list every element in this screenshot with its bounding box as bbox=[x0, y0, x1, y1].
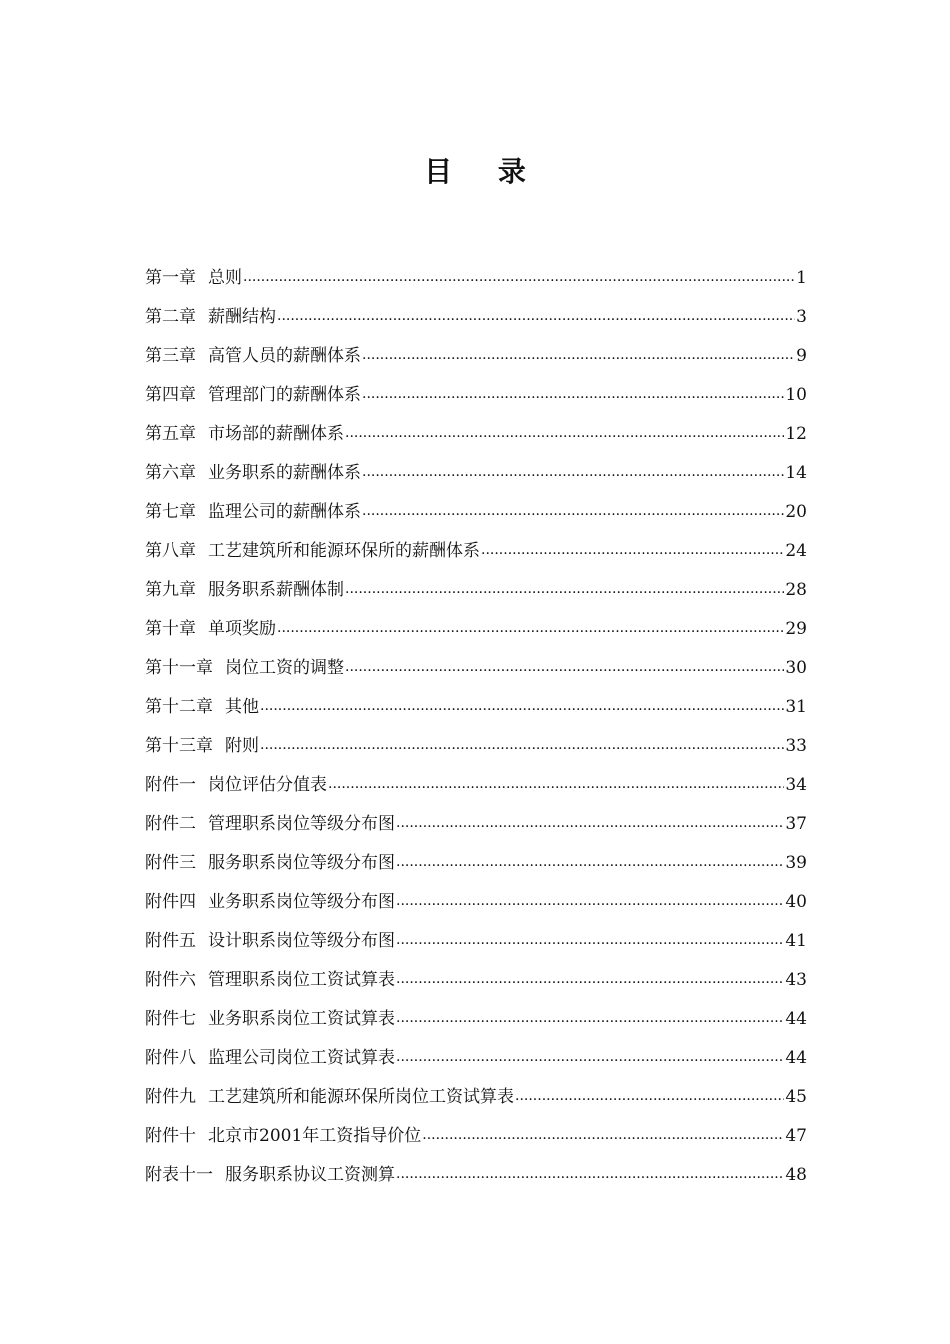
toc-chapter-title: 业务职系岗位等级分布图 bbox=[208, 892, 395, 912]
toc-page-number: 9 bbox=[796, 346, 807, 366]
toc-entry-label bbox=[145, 267, 242, 289]
toc-chapter-number: 第十一章 bbox=[145, 658, 213, 678]
dot-leader bbox=[396, 1164, 784, 1186]
toc-chapter-number: 附表十一 bbox=[145, 1165, 213, 1185]
dot-leader bbox=[277, 618, 784, 640]
toc-chapter-number: 附件三 bbox=[145, 853, 196, 873]
toc-chapter-title: 监理公司的薪酬体系 bbox=[208, 502, 361, 522]
toc-entry[interactable] bbox=[145, 484, 807, 523]
toc-chapter-number: 附件七 bbox=[145, 1009, 196, 1029]
dot-leader bbox=[396, 1008, 784, 1030]
dot-leader bbox=[243, 267, 795, 289]
toc-entry-label bbox=[145, 852, 395, 874]
toc-chapter-title: 管理部门的薪酬体系 bbox=[208, 385, 361, 405]
toc-entry-label bbox=[145, 345, 361, 367]
toc-entry-label bbox=[145, 384, 361, 406]
toc-chapter-number: 第十三章 bbox=[145, 736, 213, 756]
toc-chapter-title: 附则 bbox=[225, 736, 259, 756]
dot-leader bbox=[515, 1086, 784, 1108]
toc-entry-label bbox=[145, 579, 344, 601]
toc-chapter-number: 第七章 bbox=[145, 502, 196, 522]
toc-chapter-title: 业务职系的薪酬体系 bbox=[208, 463, 361, 483]
toc-chapter-number: 附件八 bbox=[145, 1048, 196, 1068]
dot-leader bbox=[277, 306, 795, 328]
toc-entry[interactable] bbox=[145, 991, 807, 1030]
toc-chapter-number: 第一章 bbox=[145, 268, 196, 288]
toc-page-number: 48 bbox=[785, 1165, 807, 1185]
dot-leader bbox=[345, 423, 784, 445]
toc-chapter-title: 管理职系岗位等级分布图 bbox=[208, 814, 395, 834]
toc-chapter-title: 单项奖励 bbox=[208, 619, 276, 639]
dot-leader bbox=[328, 774, 784, 796]
toc-entry[interactable] bbox=[145, 796, 807, 835]
dot-leader bbox=[260, 735, 784, 757]
toc-page-number: 28 bbox=[785, 580, 807, 600]
toc-chapter-number: 第二章 bbox=[145, 307, 196, 327]
dot-leader bbox=[422, 1125, 784, 1147]
toc-entry-label bbox=[145, 1047, 395, 1069]
toc-page-number: 45 bbox=[785, 1087, 807, 1107]
toc-entry[interactable] bbox=[145, 679, 807, 718]
toc-entry-label bbox=[145, 423, 344, 445]
toc-page-number: 31 bbox=[785, 697, 807, 717]
toc-entry-label bbox=[145, 618, 276, 640]
toc-entry-label bbox=[145, 891, 395, 913]
toc-entry[interactable] bbox=[145, 874, 807, 913]
toc-entry[interactable] bbox=[145, 913, 807, 952]
toc-entry[interactable] bbox=[145, 601, 807, 640]
toc-entry[interactable] bbox=[145, 328, 807, 367]
toc-chapter-title: 薪酬结构 bbox=[208, 307, 276, 327]
toc-page-number: 20 bbox=[785, 502, 807, 522]
dot-leader bbox=[396, 813, 784, 835]
toc-page-number: 33 bbox=[785, 736, 807, 756]
toc-entry[interactable] bbox=[145, 640, 807, 679]
toc-chapter-number: 附件九 bbox=[145, 1087, 196, 1107]
toc-chapter-number: 第三章 bbox=[145, 346, 196, 366]
toc-entry[interactable] bbox=[145, 250, 807, 289]
page-title: 目 录 bbox=[424, 155, 544, 188]
table-of-contents bbox=[145, 250, 807, 1186]
toc-entry-label bbox=[145, 1164, 395, 1186]
toc-page-number: 12 bbox=[785, 424, 807, 444]
toc-chapter-number: 附件一 bbox=[145, 775, 196, 795]
toc-chapter-number: 第九章 bbox=[145, 580, 196, 600]
toc-page-number: 44 bbox=[785, 1009, 807, 1029]
toc-entry[interactable] bbox=[145, 718, 807, 757]
toc-chapter-title: 工艺建筑所和能源环保所的薪酬体系 bbox=[208, 541, 480, 561]
toc-chapter-number: 第五章 bbox=[145, 424, 196, 444]
toc-page-number: 39 bbox=[785, 853, 807, 873]
toc-entry[interactable] bbox=[145, 952, 807, 991]
dot-leader bbox=[362, 462, 784, 484]
toc-page-number: 41 bbox=[785, 931, 807, 951]
dot-leader bbox=[345, 657, 784, 679]
toc-entry[interactable] bbox=[145, 289, 807, 328]
toc-entry[interactable] bbox=[145, 562, 807, 601]
toc-entry[interactable] bbox=[145, 1108, 807, 1147]
toc-entry[interactable] bbox=[145, 1030, 807, 1069]
toc-entry-label bbox=[145, 1008, 395, 1030]
toc-entry[interactable] bbox=[145, 406, 807, 445]
toc-chapter-number: 附件十 bbox=[145, 1126, 196, 1146]
toc-chapter-number: 第十二章 bbox=[145, 697, 213, 717]
toc-entry-label bbox=[145, 657, 344, 679]
dot-leader bbox=[396, 930, 784, 952]
toc-entry-label bbox=[145, 774, 327, 796]
toc-chapter-number: 第六章 bbox=[145, 463, 196, 483]
toc-entry-label bbox=[145, 462, 361, 484]
toc-page-number: 34 bbox=[785, 775, 807, 795]
dot-leader bbox=[396, 969, 784, 991]
toc-chapter-number: 附件四 bbox=[145, 892, 196, 912]
toc-page-number: 40 bbox=[785, 892, 807, 912]
dot-leader bbox=[362, 384, 784, 406]
toc-entry-label bbox=[145, 735, 259, 757]
dot-leader bbox=[396, 852, 784, 874]
toc-chapter-title: 设计职系岗位等级分布图 bbox=[208, 931, 395, 951]
dot-leader bbox=[362, 501, 784, 523]
toc-entry[interactable] bbox=[145, 757, 807, 796]
dot-leader bbox=[345, 579, 784, 601]
dot-leader bbox=[260, 696, 784, 718]
toc-entry[interactable] bbox=[145, 367, 807, 406]
toc-chapter-title: 其他 bbox=[225, 697, 259, 717]
toc-chapter-title: 岗位工资的调整 bbox=[225, 658, 344, 678]
toc-chapter-title: 总则 bbox=[208, 268, 242, 288]
toc-entry[interactable] bbox=[145, 523, 807, 562]
toc-chapter-title: 服务职系薪酬体制 bbox=[208, 580, 344, 600]
toc-chapter-title: 服务职系岗位等级分布图 bbox=[208, 853, 395, 873]
dot-leader bbox=[396, 1047, 784, 1069]
toc-entry-label bbox=[145, 501, 361, 523]
toc-page-number: 43 bbox=[785, 970, 807, 990]
toc-entry[interactable] bbox=[145, 835, 807, 874]
dot-leader bbox=[396, 891, 784, 913]
toc-entry-label bbox=[145, 306, 276, 328]
dot-leader bbox=[481, 540, 784, 562]
toc-chapter-title: 监理公司岗位工资试算表 bbox=[208, 1048, 395, 1068]
toc-page-number: 1 bbox=[796, 268, 807, 288]
toc-chapter-number: 附件六 bbox=[145, 970, 196, 990]
toc-page-number: 44 bbox=[785, 1048, 807, 1068]
toc-page-number: 30 bbox=[785, 658, 807, 678]
dot-leader bbox=[362, 345, 795, 367]
toc-entry[interactable] bbox=[145, 445, 807, 484]
toc-page-number: 29 bbox=[785, 619, 807, 639]
toc-chapter-title: 北京市2001年工资指导价位 bbox=[208, 1126, 422, 1146]
toc-page-number: 10 bbox=[785, 385, 807, 405]
toc-page-number: 47 bbox=[785, 1126, 807, 1146]
toc-entry-label bbox=[145, 1125, 421, 1147]
toc-page-number: 3 bbox=[796, 307, 807, 327]
toc-chapter-number: 第四章 bbox=[145, 385, 196, 405]
toc-chapter-title: 高管人员的薪酬体系 bbox=[208, 346, 361, 366]
toc-chapter-title: 工艺建筑所和能源环保所岗位工资试算表 bbox=[208, 1087, 514, 1107]
toc-entry-label bbox=[145, 1086, 514, 1108]
toc-chapter-number: 附件二 bbox=[145, 814, 196, 834]
toc-entry-label bbox=[145, 540, 480, 562]
toc-chapter-title: 服务职系协议工资测算 bbox=[225, 1165, 395, 1185]
toc-chapter-number: 附件五 bbox=[145, 931, 196, 951]
toc-entry[interactable] bbox=[145, 1147, 807, 1186]
toc-chapter-title: 业务职系岗位工资试算表 bbox=[208, 1009, 395, 1029]
toc-entry-label bbox=[145, 813, 395, 835]
toc-page-number: 14 bbox=[785, 463, 807, 483]
toc-chapter-number: 第十章 bbox=[145, 619, 196, 639]
toc-entry-label bbox=[145, 930, 395, 952]
toc-chapter-title: 管理职系岗位工资试算表 bbox=[208, 970, 395, 990]
toc-chapter-title: 市场部的薪酬体系 bbox=[208, 424, 344, 444]
toc-chapter-title: 岗位评估分值表 bbox=[208, 775, 327, 795]
toc-entry[interactable] bbox=[145, 1069, 807, 1108]
toc-page-number: 24 bbox=[785, 541, 807, 561]
toc-entry-label bbox=[145, 969, 395, 991]
toc-entry-label bbox=[145, 696, 259, 718]
toc-page-number: 37 bbox=[785, 814, 807, 834]
toc-chapter-number: 第八章 bbox=[145, 541, 196, 561]
